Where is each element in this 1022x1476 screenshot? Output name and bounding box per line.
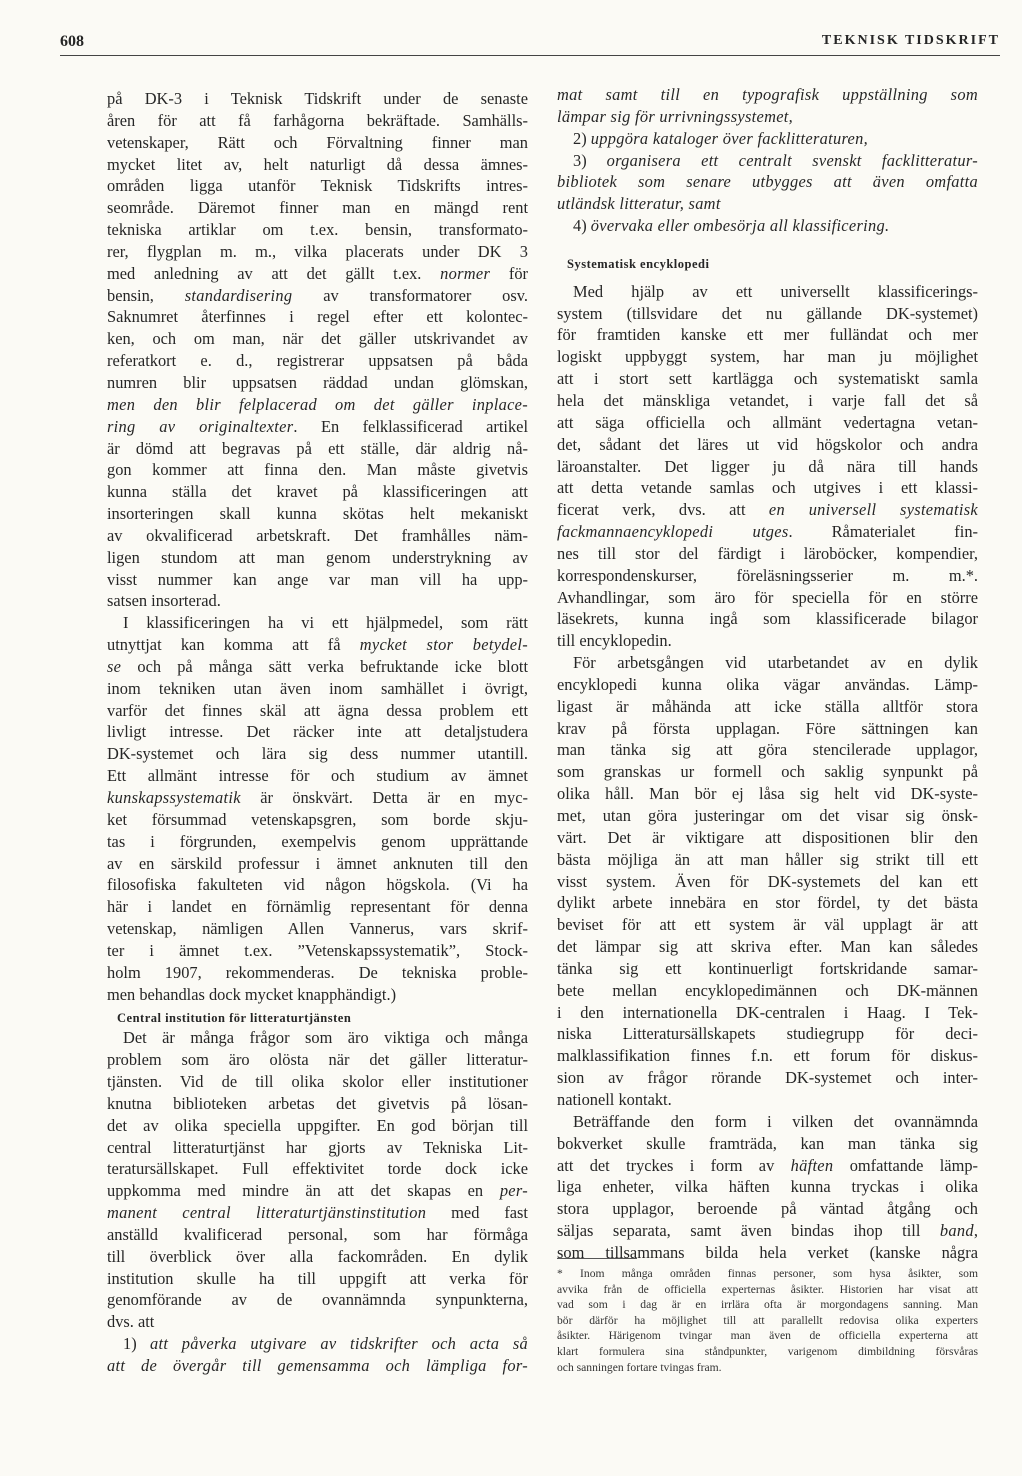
text-run: referatkort e. d., registrerar uppsatsen på båda <box>107 351 528 371</box>
text-run: på DK-3 i Teknisk Tidskrift under de senaste <box>107 89 528 108</box>
emphasis-run: ring av originaltexter <box>107 416 294 436</box>
text-run: områden ligga utanför Teknisk Tidskrifts intres- <box>107 176 528 196</box>
text-run: . En felklassificerad artikel <box>293 416 528 436</box>
text-run: krav på första upplagan. Före sättningen kan <box>557 718 978 738</box>
text-line <box>557 1266 978 1282</box>
text-run: stora upplagor, beroende på väntad åtgång och <box>557 1199 978 1219</box>
text-run: säljas separata, samt även bindas ihop till <box>557 1221 940 1241</box>
text-line <box>107 765 528 787</box>
text-line <box>557 958 978 980</box>
text-run: av transformatorer osv. <box>292 285 528 305</box>
text-run: Beträffande den form i vilken det ovannämnda <box>573 1111 978 1131</box>
text-run: Det är många frågor som äro viktiga och många <box>123 1028 528 1048</box>
text-run: av en särskild professur i ämnet anknuten till den <box>107 853 528 873</box>
text-line <box>107 503 528 525</box>
text-line <box>107 481 528 503</box>
text-run: satsen insorterad. <box>107 591 221 611</box>
text-run: 1) <box>123 1334 150 1354</box>
text-line <box>557 346 978 368</box>
text-line <box>557 1111 978 1133</box>
text-line <box>107 1355 528 1377</box>
text-line <box>107 1246 528 1268</box>
text-run: hela det mänskliga vetandet, i varje fall det så <box>557 390 978 410</box>
text-line <box>107 1137 528 1159</box>
text-run: met, utan göra justeringar om det visar sig önsk- <box>557 806 978 825</box>
text-run: DK-systemet och lära sig dess nummer utantill. <box>107 744 528 764</box>
text-run: är dömd att begravas på ett ställe, där aldrig nå- <box>107 438 528 458</box>
text-run: att i stort sett kartlägga och systematiskt samla <box>557 369 978 389</box>
text-run: rer, flygplan m. m., vilka placerats under DK 3 <box>107 241 528 261</box>
text-run: avvika från de officiella experternas åsikter. Historien har visat att <box>557 1282 978 1296</box>
text-line <box>557 1282 978 1298</box>
paragraph <box>557 84 978 128</box>
text-line <box>557 1198 978 1220</box>
text-line <box>557 608 978 630</box>
text-run: tekniska artiklar om t.ex. bensin, transformato- <box>107 220 528 240</box>
text-line <box>107 306 528 328</box>
text-run: bensin, <box>107 285 185 305</box>
text-run: logiskt uppbyggt system, har man ju möjlighet <box>557 347 978 367</box>
text-line <box>557 1002 978 1024</box>
emphasis-run: en universell systematisk <box>768 500 978 520</box>
text-line <box>557 1023 978 1045</box>
text-run: nes till stor del färdigt i läroböcker, kompendier, <box>557 543 978 563</box>
text-line <box>557 805 978 827</box>
text-line <box>107 1027 528 1049</box>
text-line <box>557 543 978 565</box>
text-run: åsikter. Härigenom tvingar man även de officiella experterna att <box>557 1329 978 1343</box>
text-line <box>107 831 528 853</box>
page-number: 608 <box>60 33 84 50</box>
text-line <box>557 1220 978 1242</box>
text-run: tas i förgrunden, exempelvis genom upprättande <box>107 831 528 851</box>
text-run: varför det finnes skäl att ägna dessa problem ett <box>107 700 528 720</box>
text-line <box>107 853 528 875</box>
text-run: utnyttjat kan komma att få <box>107 635 360 655</box>
text-run: vad som i dag är en irrlära ofta är morgondagens sanning. Man <box>557 1298 978 1312</box>
emphasis-run: fackmannaencyklopedi utges <box>557 522 789 542</box>
text-run: klart formulera sina ståndpunkter, varigenom dimbildning försvåras <box>557 1344 978 1358</box>
text-run: genomförande av de ovannämnda synpunkterna, <box>107 1290 528 1310</box>
emphasis-run: mycket stor betydel- <box>359 635 528 655</box>
text-line <box>107 1180 528 1202</box>
text-run: det av olika speciella uppgifter. En god början till <box>107 1115 528 1135</box>
text-line <box>107 721 528 743</box>
text-line <box>557 1176 978 1198</box>
text-line <box>557 1297 978 1313</box>
text-run: och på många sätt verka befruktande icke blott <box>121 656 528 676</box>
text-run: mycket litet av, helt naturligt då dessa ämnes- <box>107 154 528 174</box>
text-run: för <box>490 263 529 283</box>
text-run: uppkomma med mindre än att det skapas en <box>107 1181 500 1201</box>
text-run: central litteraturtjänst har gjorts av Tekniska Lit- <box>107 1137 528 1157</box>
text-run: system (tillsvidare det nu gällande DK-systemet) <box>557 303 978 323</box>
emphasis-run: övervaka eller ombesörja all klassificering. <box>590 216 890 236</box>
text-run: insorteringen skall kunna skötas helt mekaniskt <box>107 504 528 524</box>
text-run: holm 1907, rekommenderas. De tekniska proble- <box>107 962 528 982</box>
text-line <box>557 303 978 325</box>
text-run: gon kommer att finna den. Man måste givetvis <box>107 460 528 480</box>
text-line <box>557 1155 978 1177</box>
section-heading: Central institution för litteraturtjänsten <box>117 1011 352 1026</box>
text-run: , <box>973 1221 978 1241</box>
text-line <box>557 215 978 237</box>
text-run: till överblick över alla fackområden. En dylik <box>107 1246 528 1266</box>
text-run: vetenskaper, Rätt och Förvaltning finner man <box>107 132 528 152</box>
text-line <box>557 477 978 499</box>
text-line <box>557 718 978 740</box>
text-run: ficerat verk, dvs. att <box>557 500 769 520</box>
text-run: med fast <box>426 1203 528 1223</box>
text-run: malklassifikation finnes f.n. ett forum för diskus- <box>557 1046 978 1066</box>
text-line <box>107 459 528 481</box>
text-line <box>557 739 978 761</box>
text-run: åren för att få farhågorna bekräftade. Samhälls- <box>107 110 528 130</box>
text-line <box>107 787 528 809</box>
text-run: bete mellan encyklopedimännen och DK-männen <box>557 980 978 1000</box>
text-line <box>557 368 978 390</box>
text-run: som granskas ur formell och saklig synpunkt på <box>557 762 978 782</box>
text-line <box>107 1202 528 1224</box>
text-run: det, sådant det läres ut vid högskolor och andra <box>557 434 978 454</box>
emphasis-run: lämpar sig för urrivningssystemet, <box>557 106 794 126</box>
text-run: För arbetsgången vid utarbetandet av en dylik <box>573 653 978 673</box>
text-run: inom tekniken utan även inom samhället i övrigt, <box>107 678 528 698</box>
text-line <box>557 871 978 893</box>
text-run: problem som äro olösta när det gäller litteratur- <box>107 1050 528 1070</box>
text-run: anställd kvalificerad personal, som har förmåga <box>107 1224 528 1244</box>
text-line <box>557 652 978 674</box>
text-line <box>107 940 528 962</box>
text-run: Ett allmänt intresse för och studium av ämnet <box>107 766 528 786</box>
text-run: visst nummer kan ange var man vill ha upp- <box>107 569 528 589</box>
text-line <box>557 106 978 128</box>
text-run: bokverket skulle framträda, kan man tänka sig <box>557 1133 978 1153</box>
text-run: institution skulle ha till uppgift att verka för <box>107 1268 528 1288</box>
text-run: för framtiden kanske ett mer fulländat och mer <box>557 325 978 345</box>
text-line <box>557 521 978 543</box>
text-run: är önskvärt. Detta är en myc- <box>240 788 528 807</box>
paragraph <box>557 128 978 150</box>
text-run: läroanstalter. Det ligger ju då nära till hands <box>557 456 978 476</box>
emphasis-run: men den blir felplacerad om det gäller inplace- <box>107 394 528 414</box>
text-run: sion av frågor rörande DK-systemet och inter- <box>557 1068 978 1088</box>
text-line <box>557 324 978 346</box>
text-line <box>107 132 528 154</box>
text-line <box>107 372 528 394</box>
text-line <box>557 128 978 150</box>
left-column <box>107 88 528 1377</box>
text-line <box>557 892 978 914</box>
text-line <box>107 154 528 176</box>
text-line <box>557 674 978 696</box>
text-line <box>107 700 528 722</box>
text-line <box>107 918 528 940</box>
text-line <box>557 193 978 215</box>
text-line <box>107 590 528 612</box>
text-line <box>107 1158 528 1180</box>
text-run: att säga officiella och allmänt vedertagna vetan- <box>557 412 978 432</box>
text-run: encyklopedi kunna olika vägar användas. Lämp- <box>557 674 978 694</box>
text-line <box>107 285 528 307</box>
text-run: det lämpar sig att skriva efter. Man kan således <box>557 937 978 957</box>
text-run: kunna ställa det kravet på klassificeringen att <box>107 482 528 502</box>
text-line <box>557 696 978 718</box>
emphasis-run: bibliotek som senare utbygges att även omfatta <box>557 172 978 192</box>
text-run: ket försummad vetenskapsgren, som borde skju- <box>107 809 528 829</box>
text-run: och sanningen fortare tvingas fram. <box>557 1360 722 1374</box>
text-line <box>107 525 528 547</box>
text-line <box>107 328 528 350</box>
text-run: 3) <box>573 150 607 170</box>
text-run: vetenskap, nämligen Allen Vannerus, vars skrif- <box>107 919 528 939</box>
text-run: liga enheter, vilka häften kunna tryckas i olika <box>557 1177 978 1197</box>
text-line <box>107 874 528 896</box>
text-run: korrespondenskurser, föreläsningsserier m. m.*. <box>557 565 978 585</box>
text-line <box>557 936 978 958</box>
text-run: 4) <box>573 216 591 236</box>
text-run: att detta vetande samlas och utgives i ett klassi- <box>557 478 978 498</box>
right-column <box>557 84 978 1264</box>
emphasis-run: häften <box>790 1155 834 1175</box>
text-run: man tänka sig att göra stencilerade upplagor, <box>557 740 978 760</box>
text-run: ken, och om man, när det gäller utskrivandet av <box>107 329 528 349</box>
text-line <box>107 809 528 831</box>
text-run: numren blir uppsatsen räddad undan glömskan, <box>107 372 528 392</box>
text-run: knutna biblioteken arbetas det givetvis på lösan- <box>107 1093 528 1113</box>
text-line <box>107 634 528 656</box>
paragraph <box>557 281 978 652</box>
text-line <box>557 150 978 172</box>
text-line <box>107 110 528 132</box>
text-run: 2) <box>573 128 591 148</box>
text-line <box>107 1268 528 1290</box>
text-line <box>557 499 978 521</box>
emphasis-run: per- <box>499 1181 528 1201</box>
text-line <box>107 1311 528 1333</box>
text-line <box>557 1313 978 1329</box>
paragraph <box>557 1111 978 1264</box>
text-run: bästa möjliga än att man håller sig strikt till ett <box>557 849 978 869</box>
section-heading: Systematisk encyklopedi <box>567 256 710 271</box>
text-line <box>107 1093 528 1115</box>
text-line <box>107 896 528 918</box>
text-run: beviset för att ett system är väl upplagt är att <box>557 915 978 935</box>
text-line <box>557 914 978 936</box>
text-run: olika håll. Man bör ej låsa sig helt vid DK-syste- <box>557 784 978 804</box>
text-line <box>557 587 978 609</box>
text-line <box>107 612 528 634</box>
text-line <box>557 1242 978 1264</box>
text-line <box>107 350 528 372</box>
footnote <box>557 1266 978 1375</box>
text-line <box>107 984 528 1006</box>
text-line <box>107 1333 528 1355</box>
emphasis-run: utländsk litteratur, samt <box>557 194 721 214</box>
text-line <box>107 1115 528 1137</box>
text-line <box>557 980 978 1002</box>
emphasis-run: normer <box>440 263 491 283</box>
text-run: teratursällskapet. Full effektivitet torde dock icke <box>107 1159 528 1179</box>
text-line <box>107 416 528 438</box>
text-line <box>107 88 528 110</box>
emphasis-run: band <box>939 1221 974 1241</box>
text-run: livligt intresse. Det räcker inte att detaljstudera <box>107 722 528 742</box>
text-run: Med hjälp av ett universellt klassificerings- <box>573 281 978 301</box>
paragraph <box>107 612 528 1005</box>
header-rule <box>60 55 1000 56</box>
text-line <box>557 1067 978 1089</box>
text-run: att det tryckes i form av <box>557 1155 791 1175</box>
text-run: filosofiska fakulteten vid någon högskola. (Vi ha <box>107 875 528 895</box>
text-run: Avhandlingar, som äro för speciella för en större <box>557 587 978 607</box>
text-line <box>557 565 978 587</box>
text-run: dvs. att <box>107 1312 155 1332</box>
text-run: nationell kontakt. <box>557 1089 672 1109</box>
text-run: till encyklopedin. <box>557 631 672 651</box>
paragraph <box>557 150 978 216</box>
text-line <box>107 743 528 765</box>
paragraph <box>557 215 978 237</box>
text-line <box>557 849 978 871</box>
text-line <box>107 438 528 460</box>
text-line <box>557 761 978 783</box>
paragraph <box>557 652 978 1111</box>
text-line <box>107 197 528 219</box>
text-run: omfattande lämp- <box>833 1155 978 1175</box>
text-run: Saknumret återfinnes i regel efter ett kolontec- <box>107 307 528 327</box>
text-line <box>557 281 978 303</box>
text-run: som tillsammans bilda hela verket (kanske några <box>557 1242 978 1262</box>
emphasis-run: att de övergår till gemensamma och lämpliga for- <box>107 1355 528 1375</box>
text-line <box>107 241 528 263</box>
text-line <box>557 783 978 805</box>
text-run: av okvalificerad arbetskraft. Det framhålles näm- <box>107 525 528 545</box>
text-run: dylikt arbete innebära en stor fördel, ty det bästa <box>557 893 978 913</box>
emphasis-run: standardisering <box>184 285 293 305</box>
text-line <box>557 434 978 456</box>
journal-title: TEKNISK TIDSKRIFT <box>821 33 1000 48</box>
text-line <box>107 1224 528 1246</box>
text-line <box>557 1089 978 1111</box>
paragraph <box>107 88 528 612</box>
text-line <box>107 1071 528 1093</box>
text-line <box>107 569 528 591</box>
text-line <box>107 962 528 984</box>
text-line <box>557 1360 978 1376</box>
text-run: niska Litteratursällskapets studiegrupp för deci- <box>557 1024 978 1044</box>
text-line <box>107 1049 528 1071</box>
paragraph <box>107 1333 528 1377</box>
emphasis-run: manent central litteraturtjänstinstitution <box>107 1203 427 1223</box>
text-run: . Råmaterialet fin- <box>788 522 978 542</box>
text-line <box>557 1344 978 1360</box>
text-run: ligast är måhända att icke ställa alltför stora <box>557 696 978 716</box>
text-run: * Inom många områden finnas personer, som hysa åsikter, som <box>557 1267 978 1280</box>
text-run: ter i ämnet t.ex. ”Vetenskapssystematik”, Stock- <box>107 940 528 960</box>
text-line <box>557 84 978 106</box>
text-line <box>557 1328 978 1344</box>
text-line <box>107 263 528 285</box>
text-run: i den internationella DK-centralen i Haag. I Tek- <box>557 1002 978 1022</box>
text-line <box>557 412 978 434</box>
text-run: läsekrets, kunna ingå som klassificerade bilagor <box>557 609 978 629</box>
text-line <box>557 1133 978 1155</box>
emphasis-run: kunskapssystematik <box>107 788 241 807</box>
text-run: tänka sig ett kontinuerligt fortskridande samar- <box>557 958 978 978</box>
text-line <box>557 390 978 412</box>
paragraph <box>107 1027 528 1333</box>
footnote-rule <box>557 1258 637 1259</box>
text-line <box>557 630 978 652</box>
text-line <box>107 1289 528 1311</box>
text-line <box>557 456 978 478</box>
text-run: värt. Det är viktigare att dispositionen blir den <box>557 827 978 847</box>
text-run: med anledning av att det gällt t.ex. <box>107 263 441 283</box>
paragraph <box>557 1266 978 1375</box>
text-line <box>107 394 528 416</box>
text-run: bör därför ha möjlighet till att parallellt redovisa olika experters <box>557 1313 978 1327</box>
text-line <box>107 656 528 678</box>
text-line <box>107 547 528 569</box>
text-run: I klassificeringen ha vi ett hjälpmedel, som rätt <box>123 613 528 633</box>
text-run: men behandlas dock mycket knapphändigt.) <box>107 984 397 1004</box>
text-run: här i landet en förnämlig representant för denna <box>107 897 528 917</box>
text-line <box>557 171 978 193</box>
emphasis-run: organisera ett centralt svenskt facklitteratur- <box>606 150 978 170</box>
emphasis-run: att påverka utgivare av tidskrifter och acta så <box>149 1334 528 1354</box>
text-run: visst system. Även för DK-systemets del kan ett <box>557 871 978 891</box>
text-line <box>557 827 978 849</box>
emphasis-run: se <box>107 656 122 676</box>
text-line <box>107 219 528 241</box>
text-run: tjänsten. Vid de till olika skolor eller institutioner <box>107 1071 528 1091</box>
emphasis-run: mat samt till en typografisk uppställning som <box>557 85 978 104</box>
text-run: seområde. Däremot finner man en mängd rent <box>107 198 528 218</box>
emphasis-run: uppgöra kataloger över facklitteraturen, <box>590 128 869 148</box>
text-line <box>557 1045 978 1067</box>
text-line <box>107 678 528 700</box>
text-run: ligen stundom att man genom understrykning av <box>107 547 528 567</box>
text-line <box>107 175 528 197</box>
